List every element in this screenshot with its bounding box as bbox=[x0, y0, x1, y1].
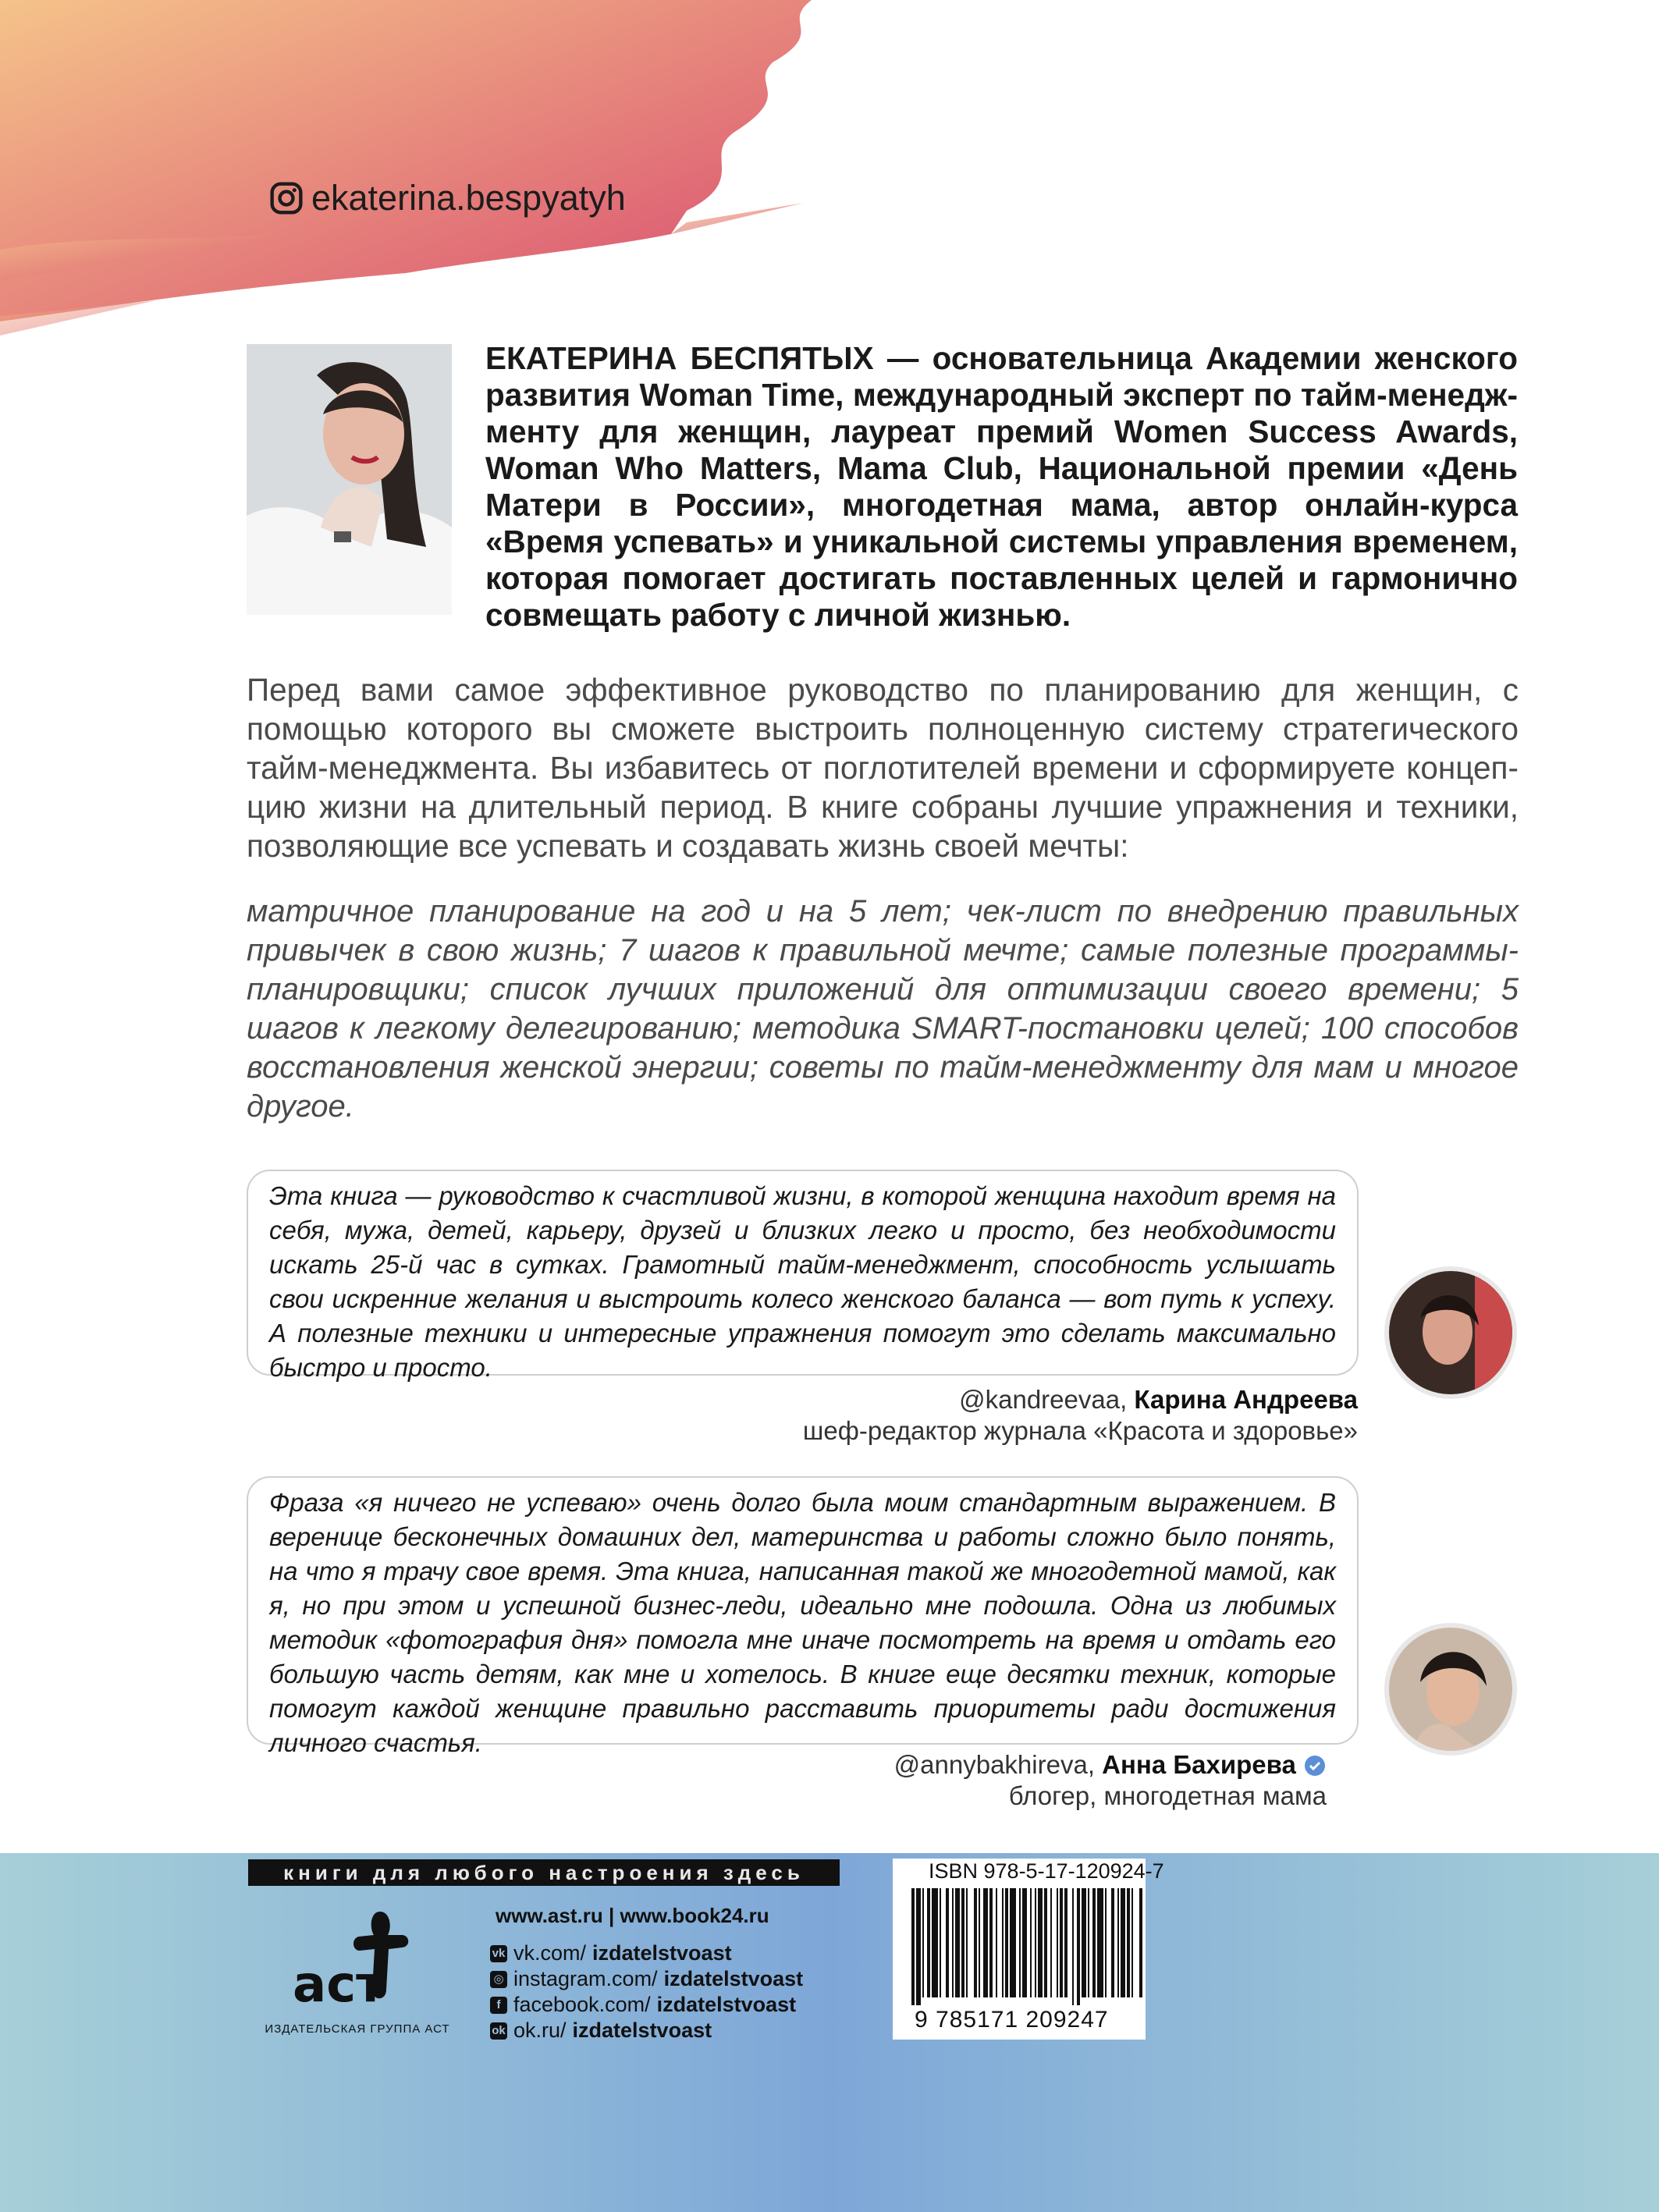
facebook-icon: f bbox=[490, 1997, 507, 2014]
barcode-bar bbox=[927, 1888, 930, 1997]
barcode-bar bbox=[1010, 1888, 1016, 1997]
reviewer-handle-1[interactable]: @kandreevaa, bbox=[959, 1385, 1128, 1414]
barcode-bar bbox=[1097, 1888, 1103, 1997]
book-features-list: матричное планирование на год и на 5 лет; чек-лист по внедрению правильных привычек в свою жизнь; 7 шагов к правильной мечте; самые полезные программы-планировщики; список лучших приложений для оптимизации своего времени; 5 шагов к легкому делегированию; методика SMART-постановки целей; 100 способов восстановления женской энергии; советы по тайм-менеджменту для мам и многое другое. bbox=[247, 894, 1519, 1124]
barcode-bar bbox=[1111, 1888, 1114, 1997]
reviewer-name-2: Анна Бахирева bbox=[1102, 1750, 1296, 1779]
barcode-bar bbox=[952, 1888, 954, 1997]
review-text-2: Фраза «я ничего не успеваю» очень долго была моим стандартным выражением. В веренице бесконечных домашних дел, материнства и работы сложно было понять, на что я трачу свое время. Эта книга, написанная такой же многодетной мамой, как я, но при этом и успешной бизнес-леди, идеально мне подошла. Одна из любимых методик «фотография дня» помогла мне иначе посмотреть на время и отдать его большую часть детям, как мне и хотелось. В книге еще десятки техник, которые помогут каждой женщине правильно расставить приоритеты ради достижения личного счастья. bbox=[269, 1488, 1336, 1757]
barcode-bar bbox=[1050, 1888, 1052, 1997]
barcode-bar bbox=[1022, 1888, 1027, 1997]
barcode-bar bbox=[1117, 1888, 1119, 1997]
author-bio: ЕКАТЕРИНА БЕСПЯТЫХ — основательница Академии женского развития Woman Time, международный эксперт по тайм-менеджменту для женщин, лауреат премий Women Success Awards, Woman Who Matters, Mama Club, Национальной премии «День Матери в России», многодетная мама, автор онлайн-курса «Время успевать» и уникальной системы управления временем, которая помогает достигать поставленных целей и гармонично совмещать работу с личной жизнью. bbox=[485, 340, 1518, 633]
review-card-1 bbox=[247, 1170, 1359, 1382]
barcode-bar bbox=[932, 1888, 938, 1997]
barcode-bar bbox=[922, 1888, 924, 1997]
barcode-bar bbox=[1064, 1888, 1068, 1997]
publisher-name: ИЗДАТЕЛЬСКАЯ ГРУППА АСТ bbox=[265, 2022, 450, 2036]
reviewer-avatar-2 bbox=[1384, 1623, 1517, 1756]
barcode-bar bbox=[911, 1888, 915, 2005]
barcode-bar bbox=[966, 1888, 968, 1997]
barcode-bar bbox=[1082, 1888, 1086, 1997]
barcode-bar bbox=[996, 1888, 997, 1997]
ast-logo-text: аст bbox=[293, 1956, 385, 2014]
barcode-bar bbox=[961, 1888, 964, 1997]
barcode-bar bbox=[1088, 1888, 1089, 1997]
isbn-number: ISBN 978-5-17-120924-7 bbox=[929, 1859, 1164, 1883]
verified-icon bbox=[1303, 1754, 1327, 1777]
ast-logo bbox=[277, 1904, 433, 2021]
barcode-bar bbox=[1121, 1888, 1125, 1997]
barcode-bar bbox=[1057, 1888, 1058, 1997]
barcode-bar bbox=[955, 1888, 960, 1997]
barcode bbox=[911, 1888, 1146, 2005]
barcode-bar bbox=[1030, 1888, 1032, 1997]
social-link-facebook[interactable]: f facebook.com/ izdatelstvoast bbox=[490, 1992, 803, 2018]
barcode-bar bbox=[1044, 1888, 1047, 1997]
barcode-bar bbox=[1072, 1888, 1074, 2005]
review-credit-2 bbox=[894, 1749, 1327, 1812]
barcode-bar bbox=[1092, 1888, 1096, 1997]
barcode-bar bbox=[1105, 1888, 1107, 1997]
reviewer-name-1: Карина Андреева bbox=[1134, 1385, 1358, 1414]
barcode-bar bbox=[1127, 1888, 1130, 1997]
reviewer-role-2: блогер, многодетная мама bbox=[1008, 1781, 1327, 1810]
reviewer-handle-2[interactable]: @annybakhireva, bbox=[893, 1750, 1095, 1779]
publisher-websites[interactable]: www.ast.ru | www.book24.ru bbox=[496, 1904, 769, 1927]
barcode-bar bbox=[1005, 1888, 1008, 1997]
barcode-bar bbox=[916, 1888, 921, 2005]
barcode-bar bbox=[946, 1888, 949, 1997]
barcode-bar bbox=[1139, 1888, 1142, 1997]
barcode-bar bbox=[983, 1888, 988, 1997]
barcode-bar bbox=[1002, 1888, 1004, 1997]
review-card-2 bbox=[247, 1476, 1359, 1757]
barcode-bar bbox=[1019, 1888, 1021, 1997]
instagram-icon bbox=[269, 181, 304, 215]
barcode-bar bbox=[989, 1888, 993, 1997]
social-link-ok[interactable]: ok ok.ru/ izdatelstvoast bbox=[490, 2018, 803, 2043]
barcode-bar bbox=[1060, 1888, 1063, 1997]
brush-stroke-decoration bbox=[0, 0, 858, 351]
instagram-icon: ◎ bbox=[490, 1971, 507, 1988]
barcode-bar bbox=[1038, 1888, 1043, 1997]
author-instagram[interactable] bbox=[269, 178, 626, 218]
author-handle: ekaterina.bespyatyh bbox=[311, 178, 626, 218]
publisher-socials bbox=[490, 1940, 803, 2043]
author-photo bbox=[247, 344, 452, 615]
barcode-bar bbox=[940, 1888, 941, 1997]
reviewer-role-1: шеф-редактор журнала «Красота и здоровье» bbox=[802, 1416, 1358, 1445]
reviewer-avatar-1 bbox=[1384, 1266, 1517, 1399]
social-link-instagram[interactable]: ◎ instagram.com/ izdatelstvoast bbox=[490, 1966, 803, 1992]
barcode-bar bbox=[979, 1888, 980, 1997]
barcode-bar bbox=[974, 1888, 977, 1997]
footer-tagline: книги для любого настроения здесь bbox=[248, 1859, 840, 1886]
ean-number: 9 785171 209247 bbox=[915, 2007, 1109, 2033]
ok-icon: ok bbox=[490, 2022, 507, 2040]
review-credit-1 bbox=[803, 1384, 1358, 1447]
barcode-bar bbox=[1035, 1888, 1036, 1997]
social-link-vk[interactable]: vk vk.com/ izdatelstvoast bbox=[490, 1940, 803, 1966]
review-text-1: Эта книга — руководство к счастливой жизни, в которой женщина находит время на себя, мужа, детей, карьеру, друзей и близких легко и просто, без необходимости искать 25-й час в сутках. Грамотный тайм-менеджмент, способность услышать свои искренние желания и выстроить колесо женского баланса — вот путь к успеху. А полезные техники и интересные упражнения помогут это сделать максимально быстро и просто. bbox=[269, 1181, 1336, 1382]
vk-icon: vk bbox=[490, 1945, 507, 1962]
barcode-bar bbox=[1131, 1888, 1133, 1997]
barcode-bar bbox=[1077, 1888, 1080, 2005]
book-description: Перед вами самое эффективное руководство по планированию для женщин, с помощью которого вы сможете выстроить полноценную систему стратегического тайм-менеджмента. Вы избавитесь от поглотителей времени и сформируете концепцию жизни на длительный период. В книге собраны лучшие упражнения и техники, позволяющие все успевать и создавать жизнь своей мечты: bbox=[247, 672, 1519, 864]
